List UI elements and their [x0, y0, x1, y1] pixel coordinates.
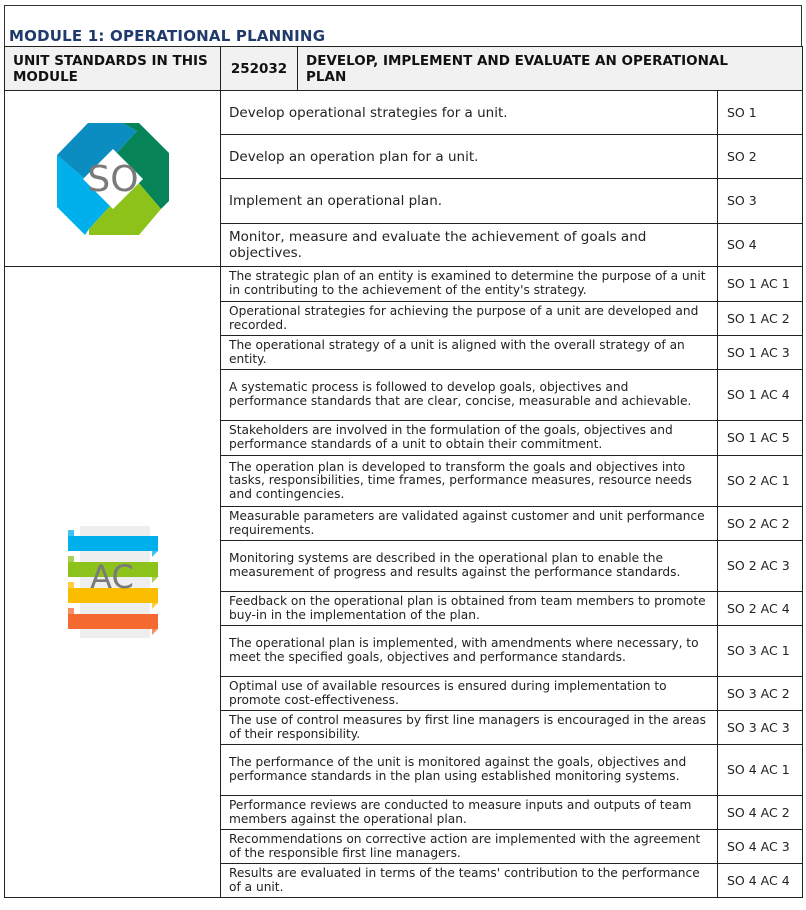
assessment-criterion-ref: SO 3 AC 2: [718, 677, 803, 711]
assessment-criterion-ref: SO 2 AC 1: [718, 456, 803, 507]
assessment-criterion-text: Performance reviews are conducted to measure inputs and outputs of team members against the operational plan.: [221, 796, 718, 830]
so-icon-label: SO: [86, 158, 139, 200]
ac-icon-label: AC: [89, 558, 134, 596]
assessment-criterion-text: A systematic process is followed to develop goals, objectives and performance standards that are clear, concise, measurable and achievable.: [221, 370, 718, 421]
assessment-criterion-text: Measurable parameters are validated against customer and unit performance requirements.: [221, 507, 718, 541]
assessment-criterion-text: The use of control measures by first line managers is encouraged in the areas of their responsibility.: [221, 711, 718, 745]
assessment-criterion-ref: SO 1 AC 4: [718, 370, 803, 421]
ac-icon-cell: [5, 267, 221, 898]
assessment-criterion-text: The performance of the unit is monitored against the goals, objectives and performance standards in the plan using established monitoring systems.: [221, 745, 718, 796]
assessment-criterion-ref: SO 4 AC 2: [718, 796, 803, 830]
assessment-criterion-ref: SO 3 AC 3: [718, 711, 803, 745]
assessment-criterion-ref: SO 1 AC 1: [718, 267, 803, 302]
header-row: [5, 47, 803, 91]
so-icon-cell: [5, 91, 221, 267]
assessment-criterion-text: Operational strategies for achieving the purpose of a unit are developed and recorded.: [221, 302, 718, 336]
assessment-criterion-ref: SO 1 AC 5: [718, 421, 803, 456]
assessment-criterion-ref: SO 2 AC 2: [718, 507, 803, 541]
assessment-criterion-ref: SO 4 AC 1: [718, 745, 803, 796]
assessment-criterion-ref: SO 2 AC 3: [718, 541, 803, 592]
assessment-criterion-ref: SO 4 AC 3: [718, 830, 803, 864]
assessment-criterion-text: Monitoring systems are described in the operational plan to enable the measurement of progress and results against the performance standards.: [221, 541, 718, 592]
assessment-criterion-text: Stakeholders are involved in the formulation of the goals, objectives and performance standards of a unit to obtain their commitment.: [221, 421, 718, 456]
assessment-criterion-text: The operation plan is developed to transform the goals and objectives into tasks, responsibilities, time frames, performance measures, resource needs and contingencies.: [221, 456, 718, 507]
unit-standards-label: UNIT STANDARDS IN THIS MODULE: [5, 47, 221, 91]
specific-outcome-text: Develop operational strategies for a unit.: [221, 91, 718, 135]
specific-outcome-ref: SO 2: [718, 135, 803, 179]
assessment-criterion-text: Recommendations on corrective action are implemented with the agreement of the responsible first line managers.: [221, 830, 718, 864]
specific-outcome-text: Monitor, measure and evaluate the achievement of goals and objectives.: [221, 224, 718, 267]
assessment-criterion-text: Results are evaluated in terms of the teams' contribution to the performance of a unit.: [221, 864, 718, 898]
assessment-criterion-ref: SO 2 AC 4: [718, 592, 803, 626]
unit-standard-code: 252032: [221, 47, 298, 91]
unit-standards-table: [4, 46, 803, 898]
assessment-criterion-text: The operational strategy of a unit is aligned with the overall strategy of an entity.: [221, 336, 718, 370]
assessment-criterion-ref: SO 1 AC 2: [718, 302, 803, 336]
assessment-criterion-text: Feedback on the operational plan is obtained from team members to promote buy-in in the implementation of the plan.: [221, 592, 718, 626]
specific-outcome-ref: SO 4: [718, 224, 803, 267]
assessment-criterion-ref: SO 3 AC 1: [718, 626, 803, 677]
specific-outcome-ref: SO 3: [718, 179, 803, 224]
so-badge-icon: [53, 119, 173, 239]
unit-standard-title: DEVELOP, IMPLEMENT AND EVALUATE AN OPERATIONAL PLAN: [298, 47, 803, 91]
ac-ribbon-icon: [54, 516, 172, 648]
specific-outcome-ref: SO 1: [718, 91, 803, 135]
specific-outcome-text: Implement an operational plan.: [221, 179, 718, 224]
assessment-criterion-row: [5, 267, 803, 302]
assessment-criterion-text: The operational plan is implemented, with amendments where necessary, to meet the specified goals, objectives and performance standards.: [221, 626, 718, 677]
assessment-criterion-ref: SO 4 AC 4: [718, 864, 803, 898]
assessment-criterion-text: The strategic plan of an entity is examined to determine the purpose of a unit in contributing to the achievement of the entity's strategy.: [221, 267, 718, 302]
assessment-criterion-ref: SO 1 AC 3: [718, 336, 803, 370]
module-title: MODULE 1: OPERATIONAL PLANNING: [9, 27, 326, 45]
assessment-criterion-text: Optimal use of available resources is ensured during implementation to promote cost-effectiveness.: [221, 677, 718, 711]
specific-outcome-text: Develop an operation plan for a unit.: [221, 135, 718, 179]
specific-outcome-row: [5, 91, 803, 135]
